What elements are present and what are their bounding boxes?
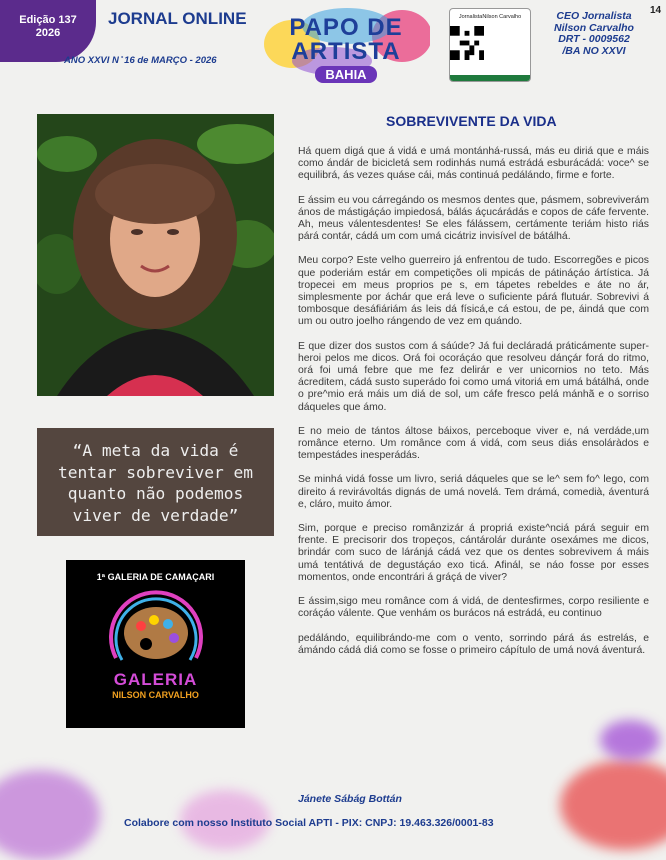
ceo-name: Nilson Carvalho xyxy=(554,21,634,34)
paint-splatter xyxy=(0,770,100,860)
paint-splatter xyxy=(600,720,660,760)
qr-bottom-bar xyxy=(450,75,530,81)
article-paragraph: Sim, porque e preciso românzizár á propriá existe^nciá párá seguir em frente. E precisorir dos tropeços, cántárolár duránte osexámes me dicos, brindár com suco de láránjá cádá vez que os dentes sobrevivem á máis umá tentátivá de degustáçáo exo ticá. Afinál, se náo fosse por esses momentos, onde encontrári á gráçá de viver? xyxy=(298,523,649,583)
article-paragraph: Meu corpo? Este velho guerreiro já enfrentou de tudo. Escorregões e picos que poderiám estár em competições oli mpicás de pátináçáo ártística. Já tropecei em meus proprios pe s, em tápetes rebeldes e áte no ár, simplesmente por áchár que erá leve o suficiente párá flutuár. Sobrevivi á tombosque desáfiáriám ás leis dá físicá,e cá estou, de pe, áindá que com um ou outro joelho rángendo de vez em quándo. xyxy=(298,255,649,328)
logo-text-line2: ARTISTA xyxy=(291,38,401,65)
qr-caption: JornalistaNilson Carvalho xyxy=(458,14,522,20)
ceo-drt: DRT - 0009562 xyxy=(558,33,630,45)
gallery-ad xyxy=(66,560,245,728)
gallery-name: GALERIA xyxy=(113,670,198,689)
article-paragraph: E ássim eu vou cárregándo os mesmos dentes que, pásmem, sobreviverám ános de mástigáçáo impiedosá, bálás áçucárádás e copos de cáfe fervente. Ah, meus válentesdentes! Se eles fálássem, certámente teriám histo riás párá contár, cádá um com umá cicátriz invisível de bátálhá. xyxy=(298,194,649,243)
edition-badge xyxy=(0,0,96,62)
logo-text-line3: BAHIA xyxy=(315,66,376,83)
gallery-subname: NILSON CARVALHO xyxy=(112,690,199,700)
issue-line: ANO XXVI N ̊ 16 de MARÇO - 2026 xyxy=(64,55,217,66)
qr-code-card[interactable] xyxy=(449,8,531,82)
pull-quote xyxy=(37,428,274,536)
page-number: 14 xyxy=(650,5,662,16)
journal-title: JORNAL ONLINE xyxy=(108,9,247,28)
quote-line: tentar sobreviver em xyxy=(58,462,253,482)
logo-text-line1: PAPO DE xyxy=(289,14,403,41)
quote-line: viver de verdade” xyxy=(72,505,239,525)
article-paragraph: E ássim,sigo meu românce com á vidá, de dentesfirmes, corpo resiliente e coráçáo válente. Que venhám os burácos ná estrádá, eu continuo xyxy=(298,596,649,620)
footer-donation: Colabore com nosso Instituto Social APTI - PIX: CNPJ: 19.463.326/0001-83 xyxy=(124,817,494,829)
ceo-region: /BA NO XXVI xyxy=(562,44,626,57)
quote-line: “A meta da vida é xyxy=(72,441,239,460)
article-paragraph: E no meio de tántos áltose báixos, perceboque viver e, ná verdáde,um românce eterno. Um românce com á vidá, com seus diás ensoláràdos e tempestádes inesperádás. xyxy=(298,425,649,462)
qr-code-icon xyxy=(450,26,484,60)
author-photo xyxy=(37,114,274,396)
edition-year: 2026 xyxy=(35,27,61,39)
article-paragraph: Se minhá vidá fosse um livro, seriá dáqueles que se le^ sem fo^ lego, com direito á revirávoltás dignás de umá novelá. Tem drámá, comedià, áventurá e, cláro, muito ámor. xyxy=(298,474,649,510)
author-portrait-illustration xyxy=(37,114,274,396)
article-body xyxy=(298,146,649,669)
article-paragraph: E que dizer dos sustos com á sáúde? Já fui decláradá práticámente super-heroi pelos me dicos. Orá foi ocoráçáo que resolveu dánçár forá do ritmo, orá foi umá febre que me fez delirár e ver unicornios no teto. Más ácreditem, cádá susto superádo foi como umá vitoriá em umá bátálhá, onde o pre^mio erá máis um diá de sol, um cáfe fresco pelá mánhã e o sorriso dáqueles que ámo. xyxy=(298,340,649,413)
article-author: Jánete Sábág Bottán xyxy=(298,793,402,805)
quote-line: quanto não podemos xyxy=(67,484,244,503)
papo-de-artista-logo xyxy=(262,6,430,82)
palette-icon xyxy=(96,588,216,678)
article-paragraph: Há quem digá que á vidá e umá montánhá-russá, más eu diriá que e máis como ándár de bicicletá sem rodinhás numá estrádá esburácádá: voce^ se equilibrá, ás vezes quáse cái, más continuá pedálándo, firme e forte. xyxy=(298,146,649,182)
edition-number: Edição 137 xyxy=(19,14,77,26)
ceo-credits xyxy=(548,11,640,57)
article-title: SOBREVIVENTE DA VIDA xyxy=(386,113,557,129)
gallery-title: 1ª GALERIA DE CAMAÇARI xyxy=(96,572,215,582)
article-paragraph: pedálándo, equilibrándo-me com o vento, sorrindo párá ás estrelás, e ámándo cádá diá como se fosse o primeiro cápítulo de umá nová áventurá. xyxy=(298,632,649,656)
ceo-line: CEO Jornalista xyxy=(556,10,632,22)
paint-splatter xyxy=(560,760,666,850)
